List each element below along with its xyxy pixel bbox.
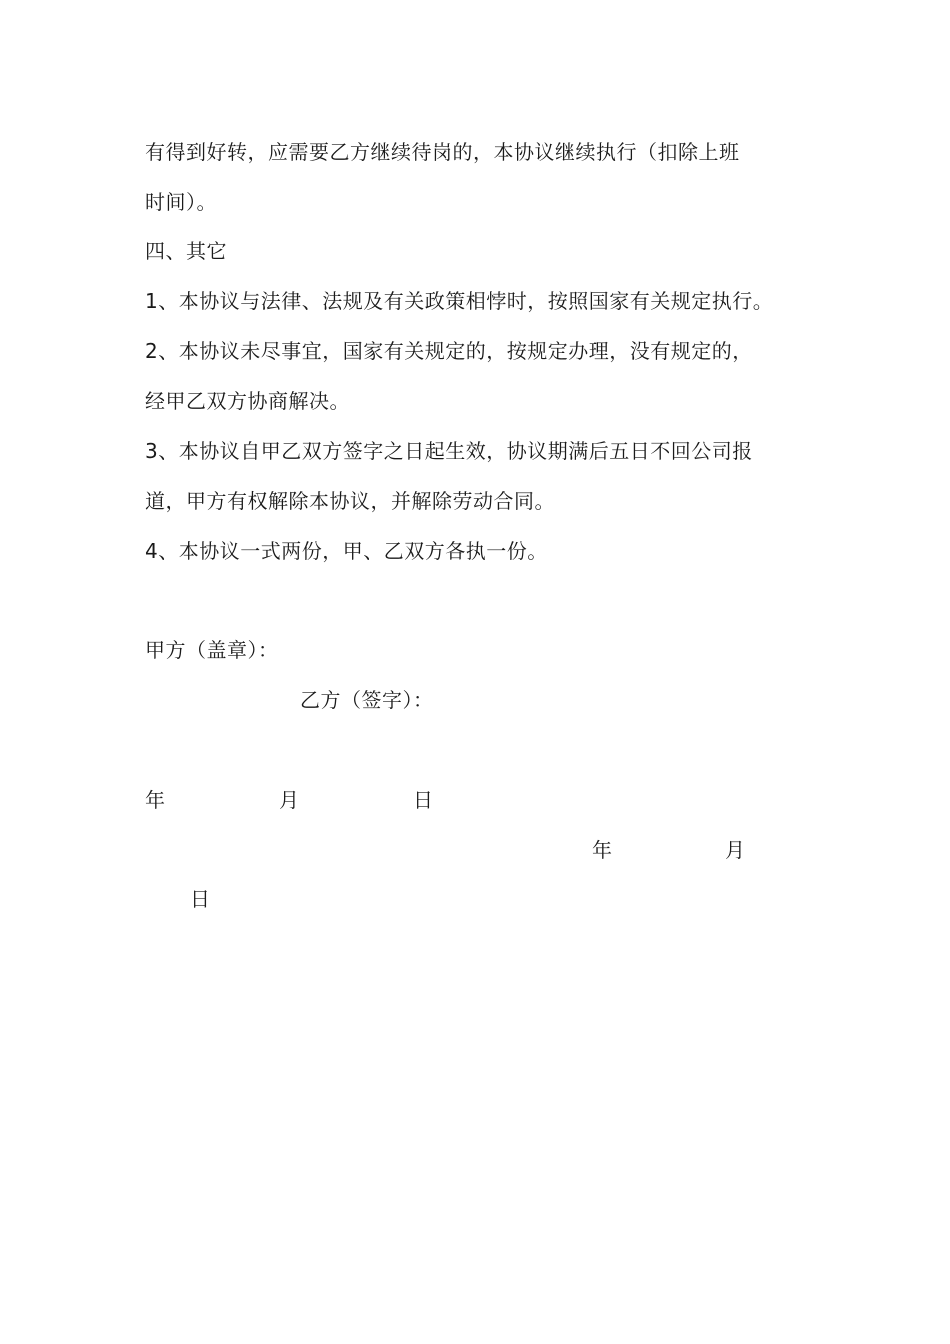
- party-a-day-label: 日: [413, 788, 434, 812]
- party-b-signature-label: 乙方（签字）：: [300, 688, 434, 712]
- clause-4: 4、本协议一式两份，甲、乙双方各执一份。: [145, 539, 548, 563]
- clause-1: 1、本协议与法律、法规及有关政策相悖时，按照国家有关规定执行。: [145, 289, 774, 313]
- clause-2-continued: 经甲乙双方协商解决。: [145, 389, 350, 413]
- clause-2: 2、本协议未尽事宜，国家有关规定的，按规定办理，没有规定的，: [145, 339, 753, 363]
- party-a-year-label: 年: [145, 788, 166, 812]
- paragraph-line: 有得到好转，应需要乙方继续待岗的，本协议继续执行（扣除上班: [145, 140, 740, 164]
- party-a-seal-label: 甲方（盖章）：: [145, 638, 279, 662]
- section-heading: 四、其它: [145, 239, 227, 263]
- party-b-day-label: 日: [190, 887, 211, 911]
- clause-3: 3、本协议自甲乙双方签字之日起生效，协议期满后五日不回公司报: [145, 439, 753, 463]
- party-b-year-label: 年: [592, 838, 613, 862]
- clause-3-continued: 道，甲方有权解除本协议，并解除劳动合同。: [145, 489, 555, 513]
- paragraph-line: 时间）。: [145, 190, 217, 214]
- party-a-month-label: 月: [279, 788, 300, 812]
- party-b-month-label: 月: [725, 838, 746, 862]
